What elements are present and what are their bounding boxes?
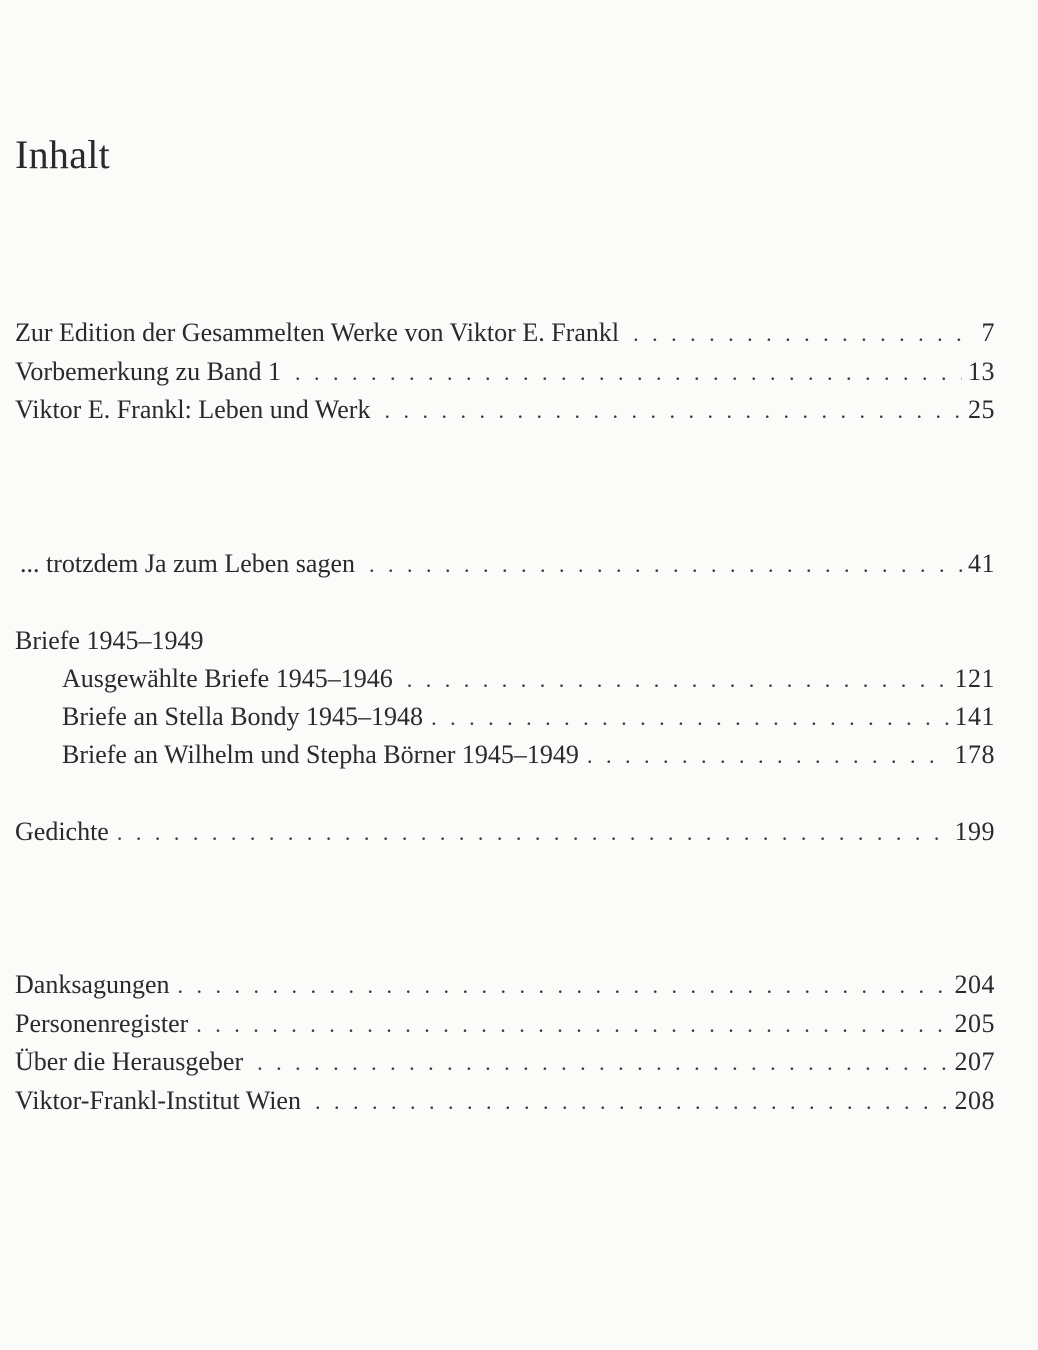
toc-entry-label: Vorbemerkung zu Band 1 xyxy=(15,357,281,386)
toc-entry-leben-und-werk xyxy=(15,393,995,427)
dot-leader xyxy=(257,1046,948,1080)
dot-leader xyxy=(369,548,962,582)
toc-entry-label: ... trotzdem Ja zum Leben sagen xyxy=(20,549,355,578)
dot-leader xyxy=(117,816,949,850)
toc-entry-trotzdem xyxy=(20,547,995,581)
dot-leader xyxy=(196,1008,948,1042)
dot-leader xyxy=(384,394,962,428)
dot-leader xyxy=(407,663,949,697)
toc-entry-label: Personenregister xyxy=(15,1009,189,1038)
toc-entry-page: 121 xyxy=(954,664,995,693)
toc-entry-page: 208 xyxy=(954,1086,995,1115)
toc-entry-page: 13 xyxy=(968,357,995,386)
dot-leader xyxy=(295,356,962,390)
toc-entry-herausgeber xyxy=(15,1045,995,1079)
dot-leader xyxy=(587,739,949,773)
toc-entry-page: 141 xyxy=(954,702,995,731)
toc-entry-label: Danksagungen xyxy=(15,970,170,999)
toc-entry-briefe-stella-bondy xyxy=(62,700,995,734)
toc-entry-label: Gedichte xyxy=(15,817,109,846)
toc-entry-label: Ausgewählte Briefe 1945–1946 xyxy=(62,664,393,693)
toc-entry-gedichte xyxy=(15,815,995,849)
toc-entry-label: Zur Edition der Gesammelten Werke von Viktor E. Frankl xyxy=(15,318,620,347)
toc-entry-institut xyxy=(15,1084,995,1118)
toc-entry-label: Viktor-Frankl-Institut Wien xyxy=(15,1086,301,1115)
page-title: Inhalt xyxy=(15,131,111,177)
toc-entry-page: 41 xyxy=(968,549,995,578)
dot-leader xyxy=(633,317,975,351)
toc-entry-edition xyxy=(15,316,995,350)
toc-entry-label: Über die Herausgeber xyxy=(15,1047,244,1076)
toc-entry-vorbemerkung xyxy=(15,355,995,389)
toc-entry-label: Briefe an Wilhelm und Stepha Börner 1945–1949 xyxy=(62,740,579,769)
toc-entry-ausgewaehlte-briefe xyxy=(62,662,995,696)
dot-leader xyxy=(431,701,948,735)
dot-leader xyxy=(178,969,949,1003)
toc-entry-label: Briefe an Stella Bondy 1945–1948 xyxy=(62,702,424,731)
toc-entry-briefe-boerner xyxy=(62,738,995,772)
toc-entry-page: 7 xyxy=(981,318,995,347)
toc-entry-page: 204 xyxy=(954,970,995,999)
toc-entry-page: 178 xyxy=(954,740,995,769)
dot-leader xyxy=(315,1085,949,1119)
toc-entry-page: 25 xyxy=(968,395,995,424)
toc-entry-personenregister xyxy=(15,1007,995,1041)
toc-entry-page: 207 xyxy=(954,1047,995,1076)
toc-entry-page: 205 xyxy=(954,1009,995,1038)
toc-section-briefe: Briefe 1945–1949 xyxy=(15,626,204,655)
toc-entry-label: Viktor E. Frankl: Leben und Werk xyxy=(15,395,371,424)
toc-entry-danksagungen xyxy=(15,968,995,1002)
toc-entry-page: 199 xyxy=(954,817,995,846)
